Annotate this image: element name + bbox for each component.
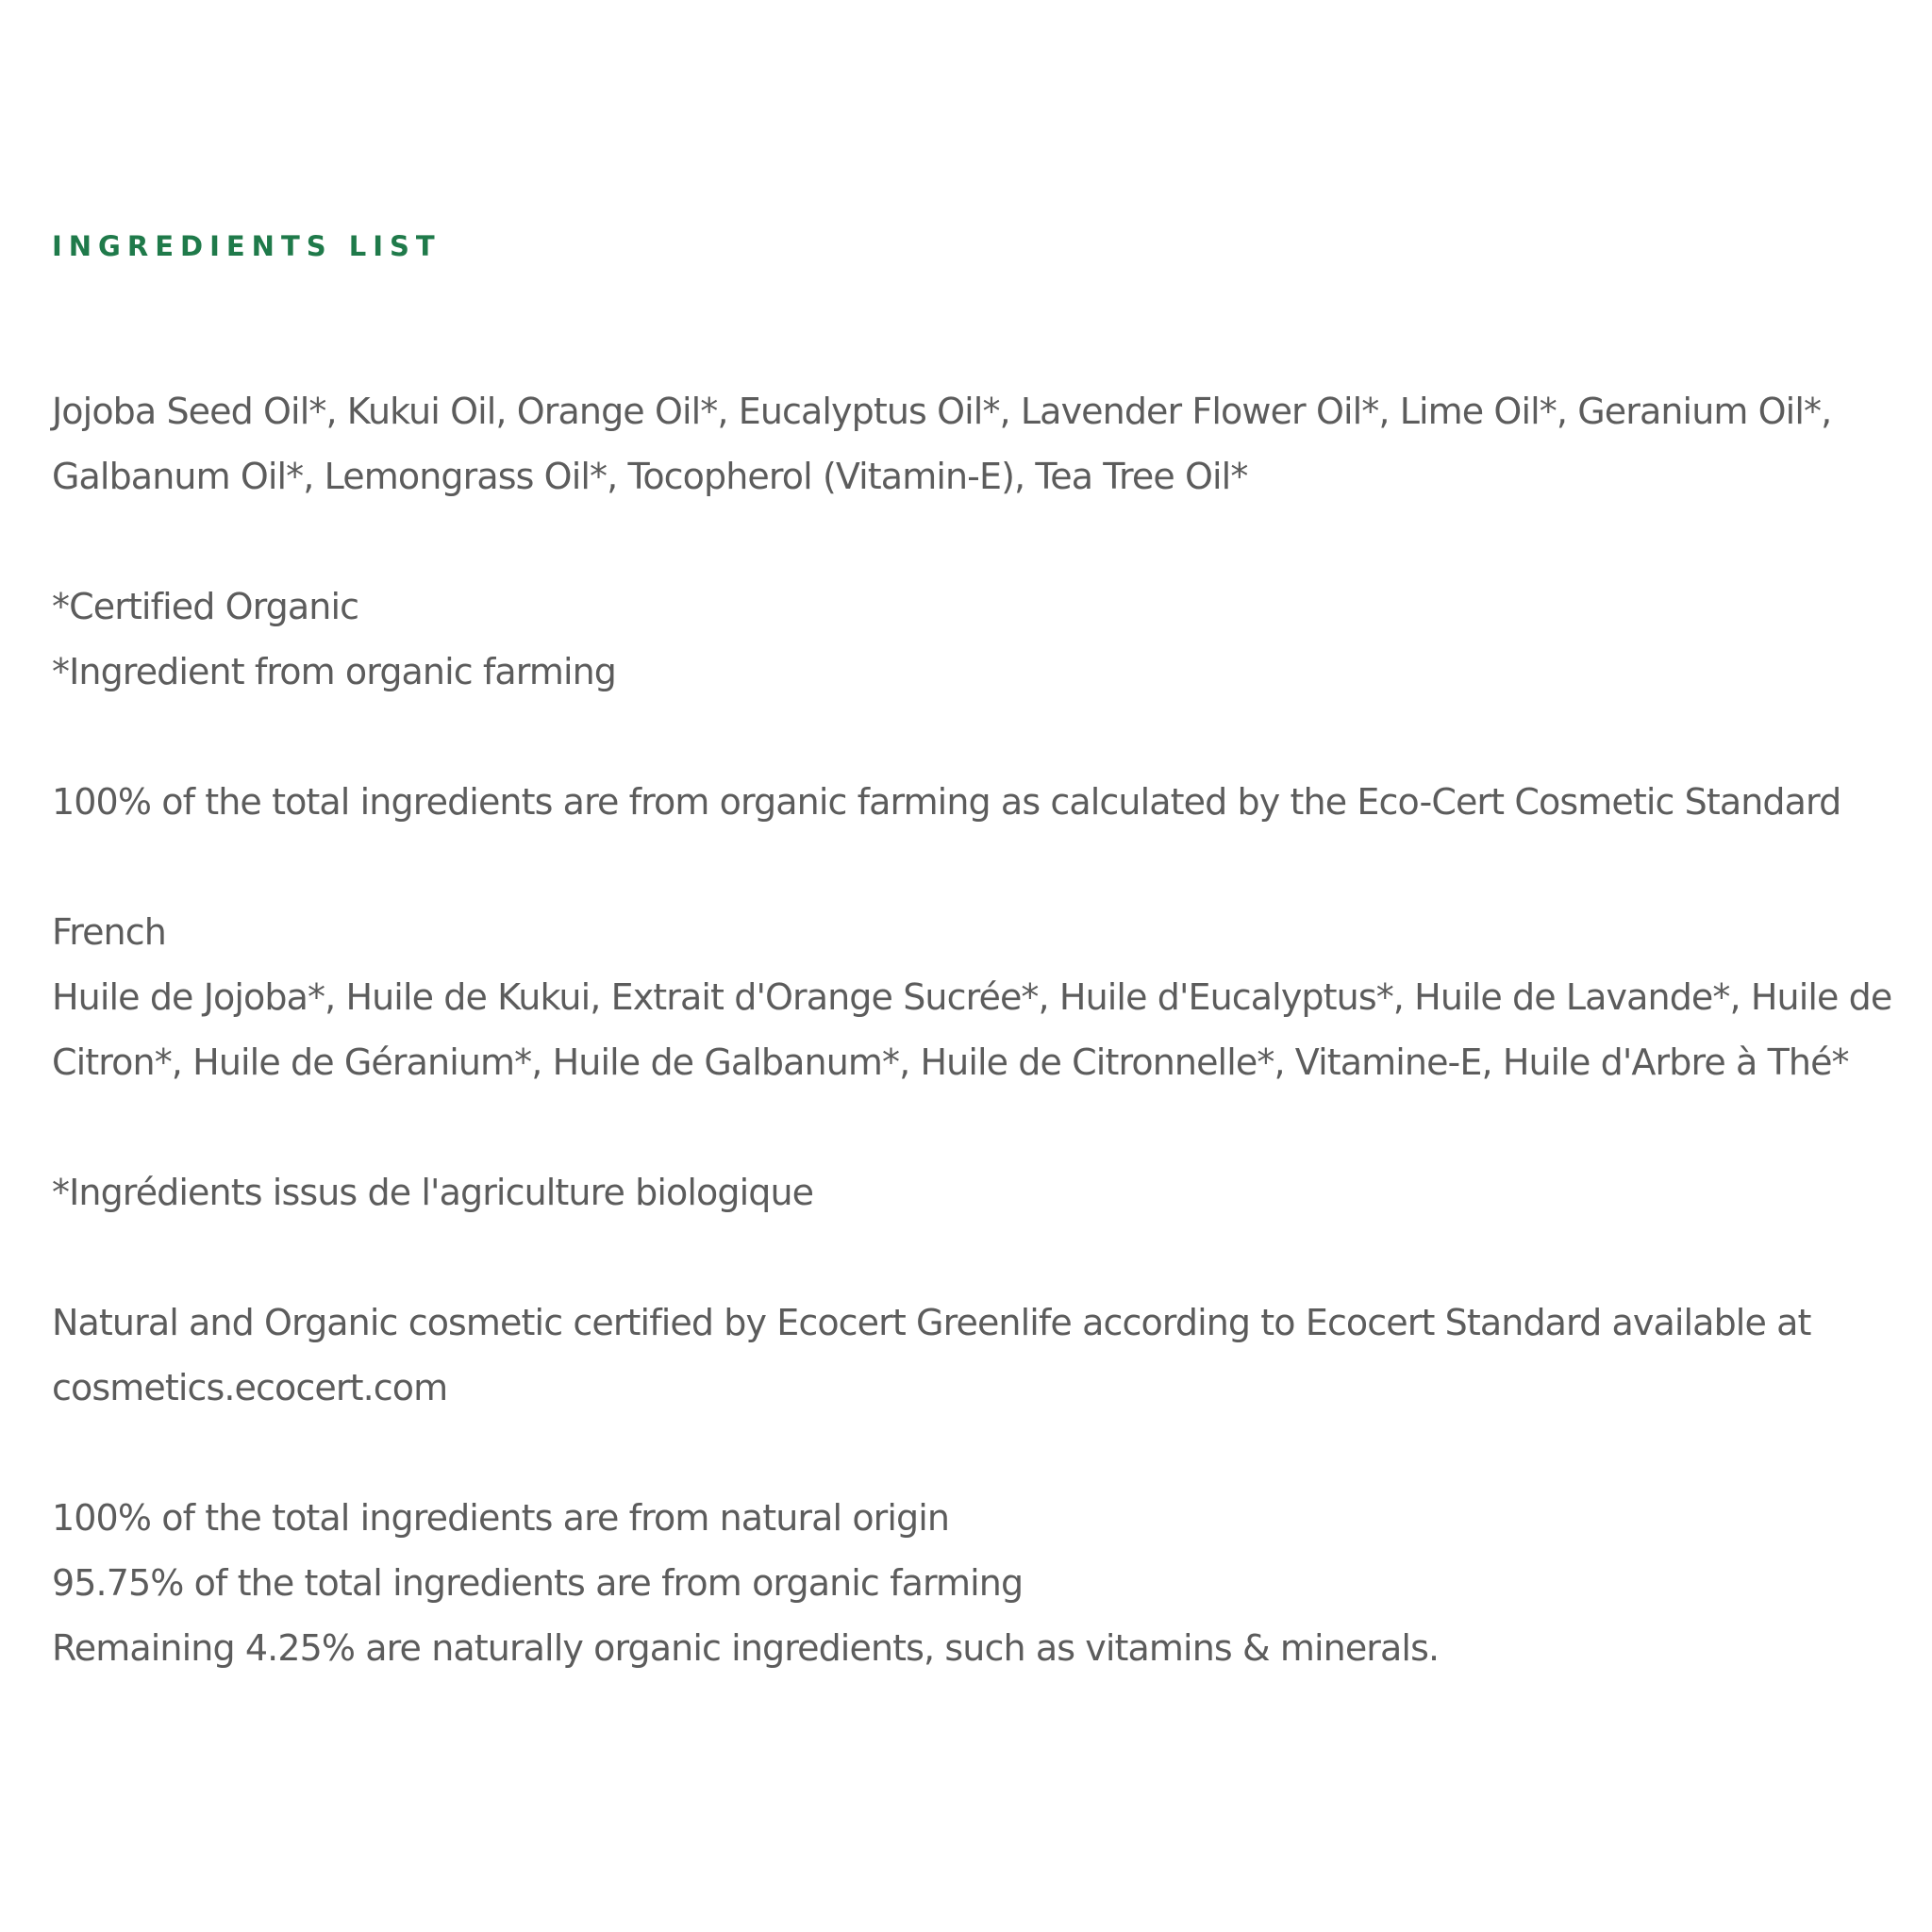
organic-farming: 95.75% of the total ingredients are from organic farming	[52, 1562, 1024, 1604]
certification-text: Natural and Organic cosmetic certified by Ecocert Greenlife according to Ecocert Standard available at cosmetics.ecocert.com	[52, 1302, 1811, 1408]
french-footnote: *Ingrédients issus de l'agriculture biologique	[52, 1172, 814, 1213]
percentages-block	[52, 1486, 1920, 1681]
ingredients-section	[52, 219, 1920, 1746]
footnotes	[52, 575, 1920, 705]
french-block	[52, 900, 1920, 1095]
section-title: INGREDIENTS LIST	[52, 230, 441, 262]
ingredients-french: Huile de Jojoba*, Huile de Kukui, Extrait d'Orange Sucrée*, Huile d'Eucalyptus*, Huile de Lavande*, Huile de Citron*, Huile de Géranium*, Huile de Galbanum*, Huile de Citronnelle*, Vitamine-E, Huile d'Arbre à Thé*	[52, 976, 1892, 1083]
footnote-farming: *Ingredient from organic farming	[52, 651, 617, 692]
remaining: Remaining 4.25% are naturally organic ingredients, such as vitamins & minerals.	[52, 1627, 1440, 1669]
footnote-certified: *Certified Organic	[52, 586, 359, 627]
organic-statement: 100% of the total ingredients are from organic farming as calculated by the Eco-Cert Cosmetic Standard	[52, 781, 1841, 823]
french-label: French	[52, 911, 166, 953]
natural-origin: 100% of the total ingredients are from natural origin	[52, 1497, 950, 1539]
ingredients-english: Jojoba Seed Oil*, Kukui Oil, Orange Oil*, Eucalyptus Oil*, Lavender Flower Oil*, Lime Oil*, Geranium Oil*, Galbanum Oil*, Lemongrass Oil*, Tocopherol (Vitamin-E), Tea Tree Oil*	[52, 391, 1832, 497]
